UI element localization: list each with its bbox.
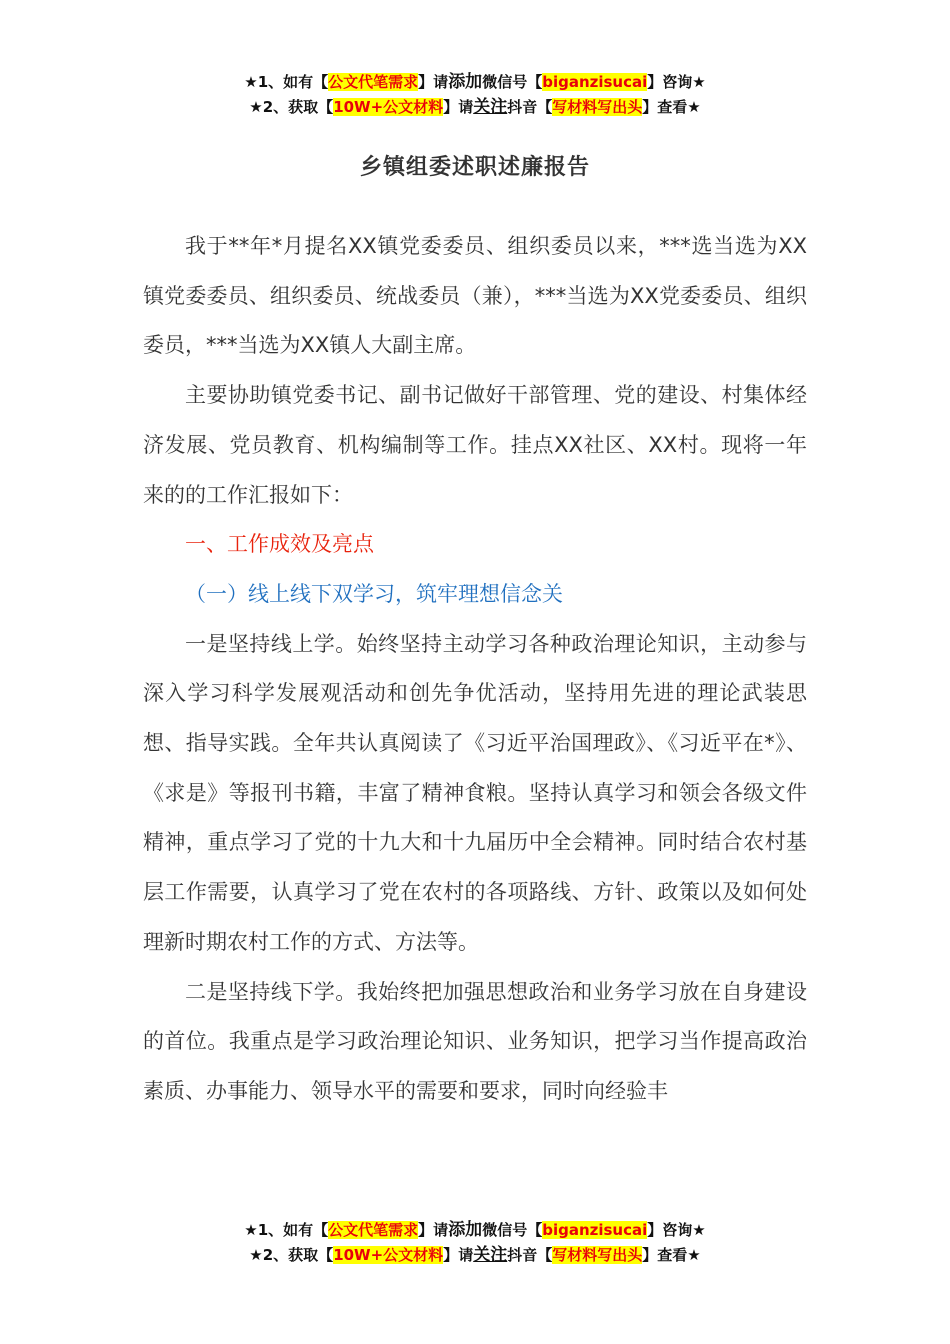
banner-text: ★2、获取【 bbox=[249, 98, 334, 116]
banner-text: ★1、如有【 bbox=[244, 73, 329, 91]
banner-text: 抖音【 bbox=[507, 1246, 553, 1264]
banner-highlight: biganzisucai bbox=[542, 73, 648, 91]
banner-text: 】咨询★ bbox=[647, 1221, 706, 1239]
banner-text: ★2、获取【 bbox=[249, 1246, 334, 1264]
paragraph: 二是坚持线下学。我始终把加强思想政治和业务学习放在自身建设的首位。我重点是学习政治理论知识、业务知识，把学习当作提高政治素质、办事能力、领导水平的需要和要求，同时向经验丰 bbox=[143, 979, 807, 1103]
banner-highlight: biganzisucai bbox=[542, 1221, 648, 1239]
banner-line-1 bbox=[0, 70, 950, 95]
paragraph: 主要协助镇党委书记、副书记做好干部管理、党的建设、村集体经济发展、党员教育、机构编制等工作。挂点XX社区、XX村。现将一年来的的工作汇报如下： bbox=[143, 383, 807, 507]
paragraph: 一是坚持线上学。始终坚持主动学习各种政治理论知识，主动参与深入学习科学发展观活动和创先争优活动，坚持用先进的理论武装思想、指导实践。全年共认真阅读了《习近平治国理政》、《习近平在*》、《求是》等报刊书籍，丰富了精神食粮。坚持认真学习和领会各级文件精神，重点学习了党的十九大和十九届历中全会精神。同时结合农村基层工作需要，认真学习了党在农村的各项路线、方针、政策以及如何处理新时期农村工作的方式、方法等。 bbox=[143, 631, 807, 954]
paragraph: 我于**年*月提名XX镇党委委员、组织委员以来，***选当选为XX镇党委委员、组织委员、统战委员（兼），***当选为XX党委委员、组织委员，***当选为XX镇人大副主席。 bbox=[143, 234, 807, 358]
banner-highlight: 10W+公文材料 bbox=[333, 1246, 444, 1264]
section-heading: 一、工作成效及亮点 bbox=[185, 532, 374, 557]
banner-text: 】查看★ bbox=[642, 1246, 701, 1264]
banner-text: 】查看★ bbox=[642, 98, 701, 116]
banner-emphasis: 关注 bbox=[473, 97, 508, 117]
header-banner bbox=[0, 70, 950, 120]
banner-line-2 bbox=[0, 1243, 950, 1268]
banner-text: 抖音【 bbox=[507, 98, 553, 116]
banner-line-1 bbox=[0, 1218, 950, 1243]
banner-text: 微信号【 bbox=[482, 1221, 543, 1239]
document-title: 乡镇组委述职述廉报告 bbox=[359, 155, 590, 180]
banner-text: ★1、如有【 bbox=[244, 1221, 329, 1239]
document-body bbox=[143, 222, 807, 1117]
banner-text: 】请 bbox=[418, 73, 449, 91]
banner-text: 】请 bbox=[418, 1221, 449, 1239]
banner-emphasis: 添加 bbox=[448, 1220, 483, 1240]
banner-emphasis: 添加 bbox=[448, 72, 483, 92]
footer-banner bbox=[0, 1218, 950, 1268]
subsection-heading: （一）线上线下双学习，筑牢理想信念关 bbox=[185, 581, 563, 606]
banner-emphasis: 关注 bbox=[473, 1245, 508, 1265]
banner-text: 】请 bbox=[443, 1246, 474, 1264]
banner-text: 】咨询★ bbox=[647, 73, 706, 91]
banner-highlight: 10W+公文材料 bbox=[333, 98, 444, 116]
banner-line-2 bbox=[0, 95, 950, 120]
banner-highlight: 写材料写出头 bbox=[552, 98, 643, 116]
banner-highlight: 公文代笔需求 bbox=[328, 73, 419, 91]
banner-highlight: 写材料写出头 bbox=[552, 1246, 643, 1264]
banner-text: 】请 bbox=[443, 98, 474, 116]
banner-highlight: 公文代笔需求 bbox=[328, 1221, 419, 1239]
banner-text: 微信号【 bbox=[482, 73, 543, 91]
